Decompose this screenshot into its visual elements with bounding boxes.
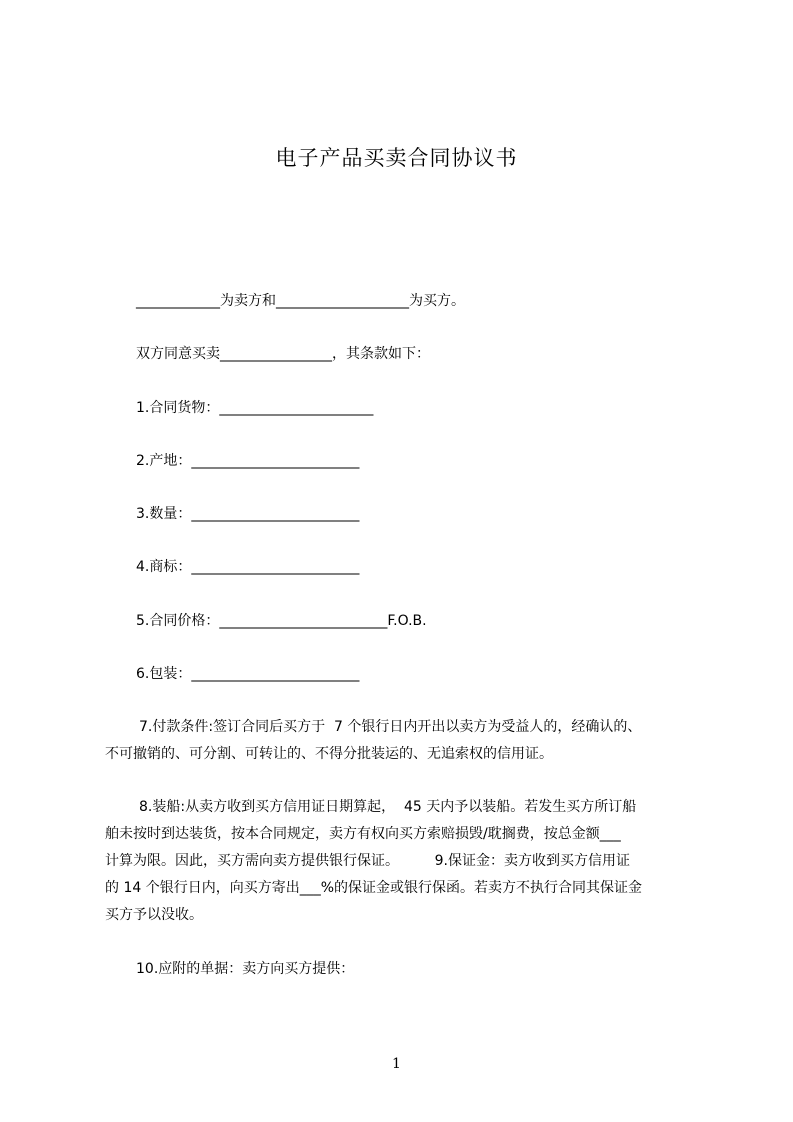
clause-8-line-1: 8.装船:从卖方收到买方信用证日期算起， 45 天内予以装船。若发生买方所订船	[139, 799, 637, 815]
clause-8-line-2: 舶未按时到达装货，按本合同规定，卖方有权向买方索赔损毁/耽搁费，按总金额___	[105, 826, 621, 842]
clause-5: 5.合同价格：________________________F.O.B.	[136, 613, 427, 629]
clause-1: 1.合同货物：______________________	[136, 400, 374, 416]
parties-line: ____________为卖方和___________________为买方。	[136, 293, 465, 309]
clause-2: 2.产地：________________________	[136, 453, 360, 469]
clause-6: 6.包装：________________________	[136, 666, 360, 682]
clause-10: 10.应附的单据：卖方向买方提供：	[136, 961, 355, 977]
clause-4: 4.商标：________________________	[136, 559, 360, 575]
clause-9-line-2: 的 14 个银行日内，向买方寄出___%的保证金或银行保函。若卖方不执行合同其保证金	[105, 880, 643, 896]
clause-8-line-3: 计算为限。因此，买方需向卖方提供银行保证。 9.保证金：卖方收到买方信用证	[105, 853, 630, 869]
page-number: 1	[392, 1056, 401, 1072]
clause-7-line-2: 不可撤销的、可分割、可转让的、不得分批装运的、无追索权的信用证。	[105, 746, 553, 762]
document-title: 电子产品买卖合同协议书	[275, 146, 518, 170]
clause-7-line-1: 7.付款条件:签订合同后买方于 7 个银行日内开出以卖方为受益人的，经确认的、	[139, 719, 642, 735]
clause-9-line-3: 买方予以没收。	[105, 907, 203, 923]
clause-3: 3.数量：________________________	[136, 506, 360, 522]
agreement-line: 双方同意买卖________________，其条款如下：	[136, 346, 430, 362]
